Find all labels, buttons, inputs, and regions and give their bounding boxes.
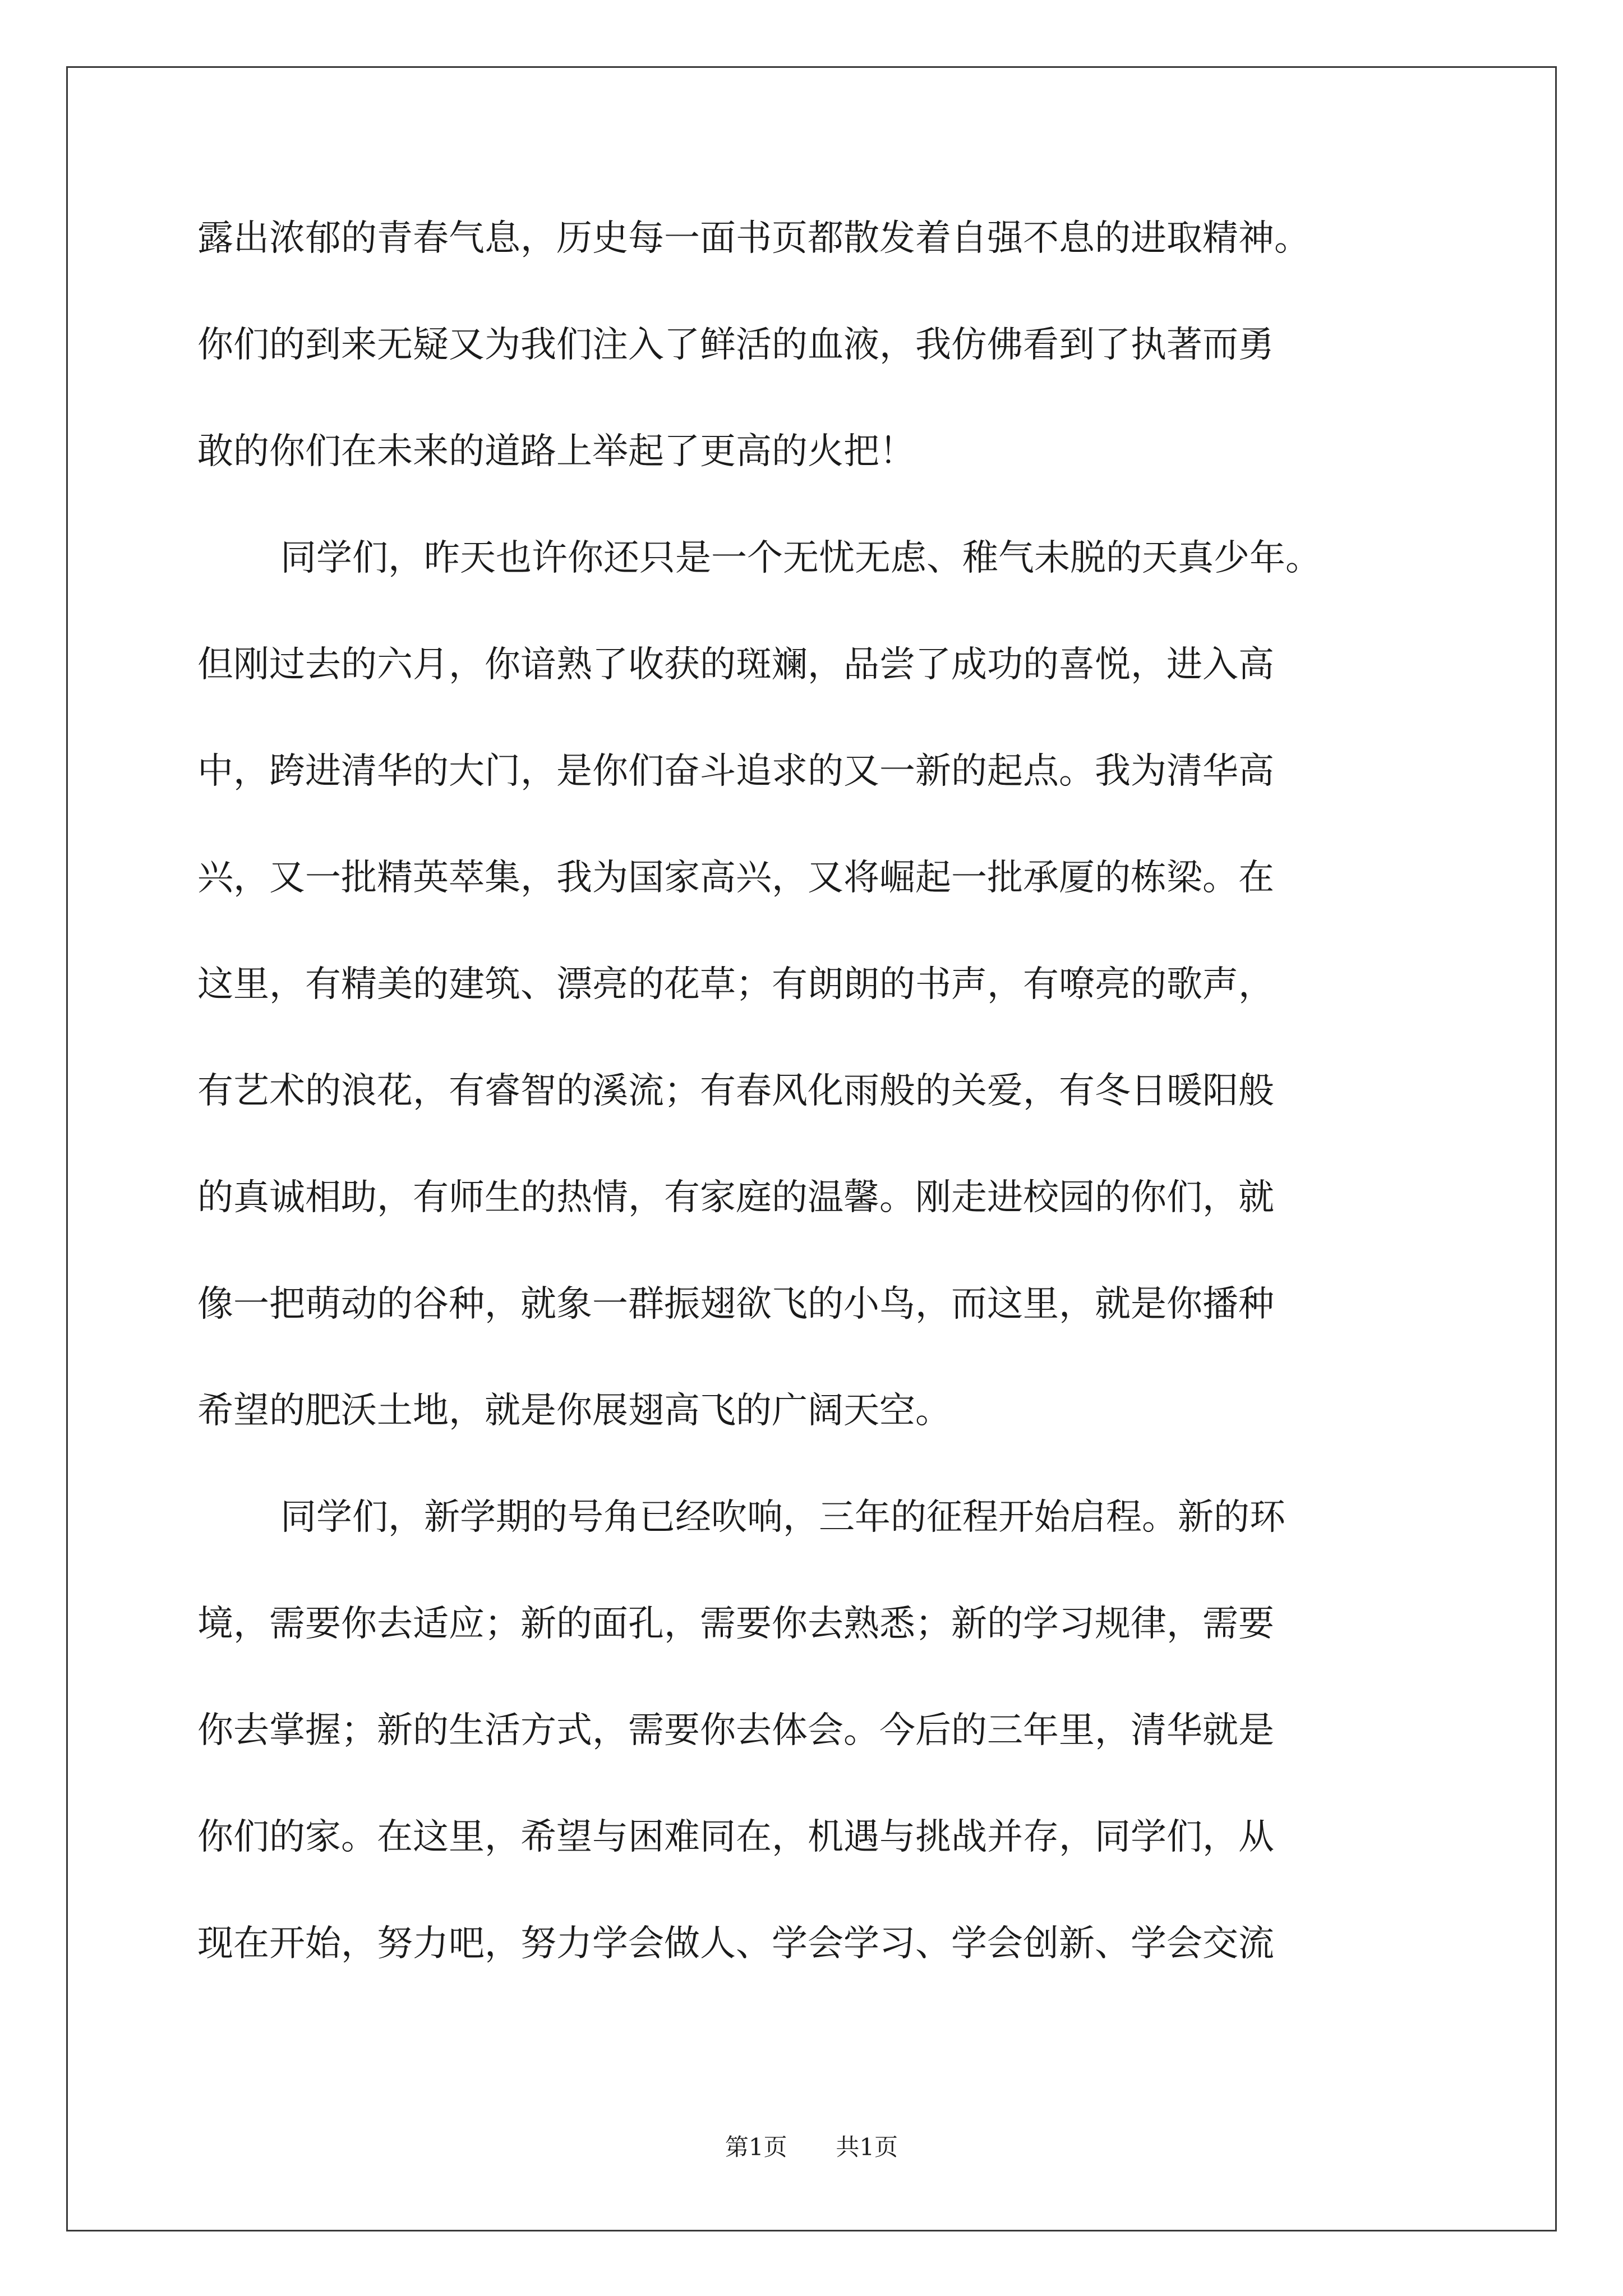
page-number-total: 共1页 <box>836 2133 898 2161</box>
text-line: 这里，有精美的建筑、漂亮的花草；有朗朗的书声，有嘹亮的歌声， <box>197 964 1274 1005</box>
text-line: 你们的到来无疑又为我们注入了鲜活的血液，我仿佛看到了执著而勇 <box>197 324 1274 366</box>
text-line: 有艺术的浪花，有睿智的溪流；有春风化雨般的关爱，有冬日暖阳般 <box>197 1070 1274 1112</box>
text-line: 露出浓郁的青春气息，历史每一面书页都散发着自强不息的进取精神。 <box>197 218 1310 259</box>
text-line: 的真诚相助，有师生的热情，有家庭的温馨。刚走进校园的你们，就 <box>197 1177 1274 1218</box>
text-line: 像一把萌动的谷种，就象一群振翅欲飞的小鸟，而这里，就是你播种 <box>197 1283 1274 1325</box>
text-line: 境，需要你去适应；新的面孔，需要你去熟悉；新的学习规律，需要 <box>197 1603 1274 1645</box>
text-line: 你们的家。在这里，希望与困难同在，机遇与挑战并存，同学们，从 <box>197 1816 1274 1858</box>
text-line: 希望的肥沃土地，就是你展翅高飞的广阔天空。 <box>197 1390 951 1432</box>
text-line: 敢的你们在未来的道路上举起了更高的火把！ <box>197 431 915 472</box>
page-number-current: 第1页 <box>725 2133 787 2161</box>
paragraph-start-line: 同学们，昨天也许你还只是一个无忧无虑、稚气未脱的天真少年。 <box>280 537 1321 579</box>
paragraph-start-line: 同学们，新学期的号角已经吹响，三年的征程开始启程。新的环 <box>280 1497 1285 1538</box>
text-line: 兴，又一批精英萃集，我为国家高兴，又将崛起一批承厦的栋梁。在 <box>197 857 1274 899</box>
text-line: 中，跨进清华的大门，是你们奋斗追求的又一新的起点。我为清华高 <box>197 751 1274 792</box>
document-body <box>197 202 1448 2014</box>
text-line: 现在开始，努力吧，努力学会做人、学会学习、学会创新、学会交流 <box>197 1923 1274 1964</box>
text-line: 但刚过去的六月，你谙熟了收获的斑斓，品尝了成功的喜悦，进入高 <box>197 644 1274 685</box>
page-footer <box>0 2129 1623 2162</box>
text-line: 你去掌握；新的生活方式，需要你去体会。今后的三年里，清华就是 <box>197 1710 1274 1751</box>
